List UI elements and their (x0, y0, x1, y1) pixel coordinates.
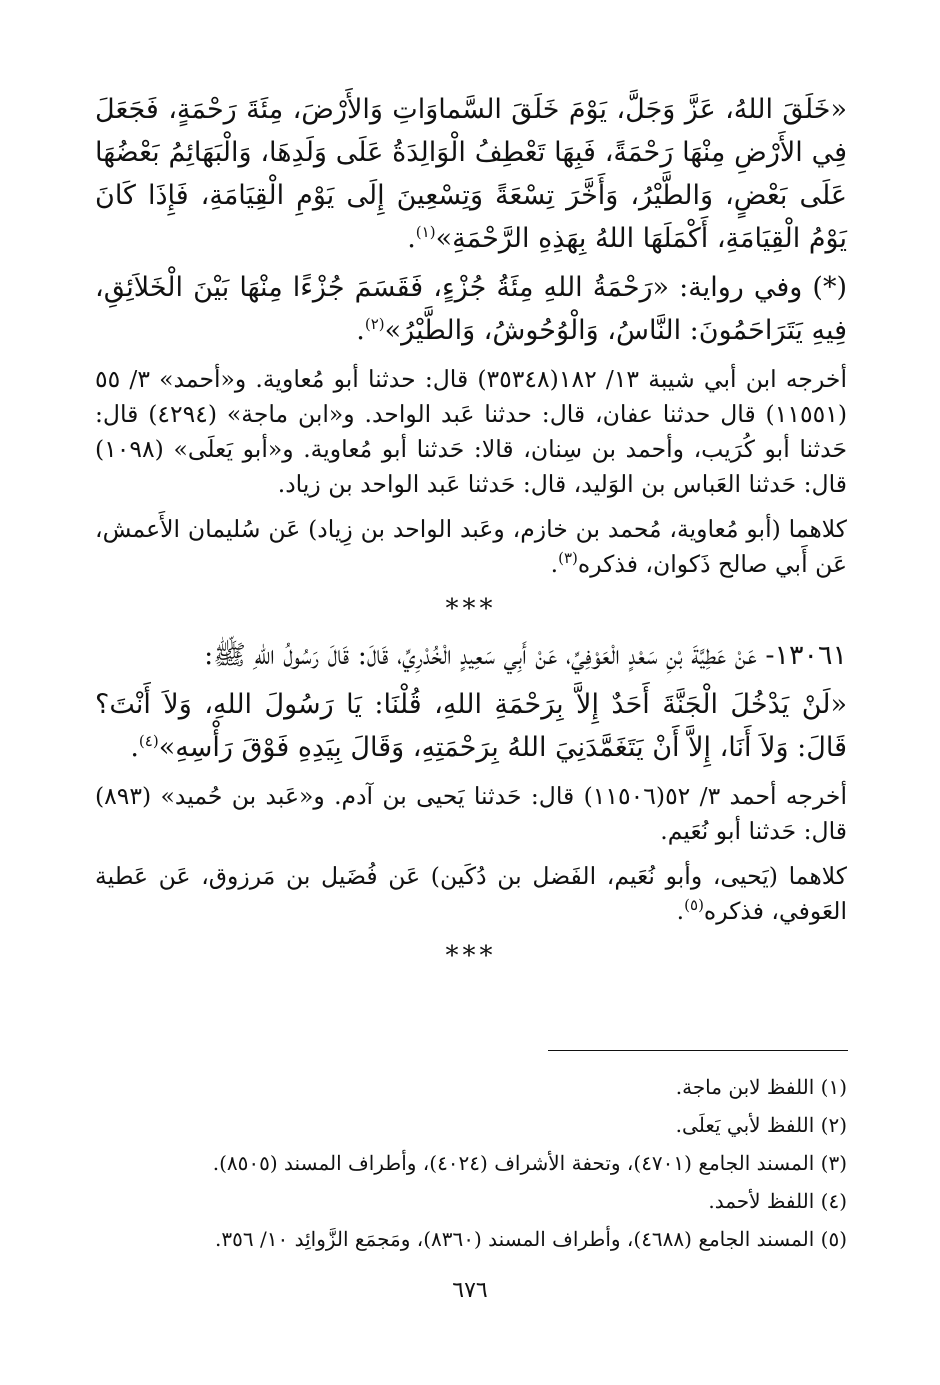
footnote-divider (548, 1050, 848, 1051)
footnote-ref: (٢) (364, 315, 385, 333)
hadith-text: «خَلَقَ اللهُ، عَزَّ وَجَلَّ، يَوْمَ خَلَقَ السَّماوَاتِ وَالأَرْضَ، مِئَةَ رَحْمَةٍ، فَجَعَلَ فِي الأَرْضِ مِنْهَا رَحْمَةً، فَبِهَا تَعْطِفُ الْوَالِدَةُ عَلَى وَلَدِهَا، وَالْبَهَائِمُ بَعْضُهَا عَلَى بَعْضٍ، وَالطَّيْرُ، وَأَخَّرَ تِسْعَةً وَتِسْعِينَ إِلَى يَوْمِ الْقِيَامَةِ، فَإِذَا كَانَ يَوْمُ الْقِيَامَةِ، أَكْمَلَهَا اللهُ بِهَذِهِ الرَّحْمَةِ»$^{(١)}$. (95, 94, 847, 254)
footnote-ref: (٤) (138, 732, 159, 750)
footnote-5: (٥) المسند الجامع (٤٦٨٨)، وأطراف المسند (٨٣٦٠)، ومَجمَع الزَّوائِد ١٠/ ٣٥٦. (215, 1227, 847, 1251)
page-number: ٦٧٦ (452, 1278, 488, 1303)
footnote-ref: (٣) (558, 549, 578, 568)
page-body (95, 88, 847, 981)
footnote-2: (٢) اللفظ لأبي يَعلَى. (675, 1113, 847, 1137)
section-separator: *** (445, 594, 497, 624)
takhrij-paragraph: أخرجه ابن أبي شيبة ١٣/ ١٨٢(٣٥٣٤٨) قال: حدثنا أبو مُعاوية. و«أحمد» ٣/ ٥٥ (١١٥٥١) قال حدثنا عفان، قال: حدثنا عَبد الواحد. و«ابن ماجة» (٤٢٩٤) قال: حَدثنا أبو كُرَيب، وأحمد بن سِنان، قالا: حَدثنا أبو مُعاوية. و«أبو يَعلَى» (١٠٩٨) قال: حَدثنا العَباس بن الوَليد، قال: حَدثنا عَبد الواحد بن زياد. (95, 365, 847, 498)
footnote-ref: (١) (415, 223, 436, 241)
hadith-matn: «خَلَقَ اللهُ، عَزَّ وَجَلَّ، يَوْمَ خَلَقَ السَّماوَاتِ وَالأَرْضَ، مِئَةَ رَحْمَةٍ، فَجَعَلَ فِي الأَرْضِ مِنْهَا رَحْمَةً، فَبِهَا تَعْطِفُ الْوَالِدَةُ عَلَى وَلَدِهَا، وَالْبَهَائِمُ بَعْضُهَا عَلَى بَعْضٍ، وَالطَّيْرُ، وَأَخَّرَ تِسْعَةً وَتِسْعِينَ إِلَى يَوْمِ الْقِيَامَةِ، فَإِذَا كَانَ يَوْمُ الْقِيَامَةِ، أَكْمَلَهَا اللهُ بِهَذِهِ الرَّحْمَةِ» (95, 94, 847, 254)
footnote-4: (٤) اللفظ لأحمد. (708, 1189, 847, 1213)
footnote-ref: (٥) (684, 896, 704, 915)
isnad-summary: كلاهما (أبو مُعاوية، مُحمد بن خازم، وعَبد الواحد بن زِياد) عَن سُليمان الأَعمش، عَن أَبي صالح ذَكوان، فذكره$^{(٣)}$. (95, 515, 847, 578)
footnote-3: (٣) المسند الجامع (٤٧٠١)، وتحفة الأشراف (٤٠٢٤)، وأطراف المسند (٨٥٠٥). (212, 1151, 847, 1175)
isnad-text: كلاهما (أبو مُعاوية، مُحمد بن خازم، وعَبد الواحد بن زِياد) عَن سُليمان الأَعمش، عَن أَبي صالح ذَكوان، فذكره (95, 515, 847, 578)
footnote-1: (١) اللفظ لابن ماجة. (675, 1075, 847, 1099)
takhrij-paragraph: أخرجه أحمد ٣/ ٥٢(١١٥٠٦) قال: حَدثنا يَحيى بن آدم. و«عَبد بن حُميد» (٨٩٣) قال: حَدثنا أبو نُعَيم. (95, 782, 847, 845)
isnad-summary: كلاهما (يَحيى، وأبو نُعَيم، الفَضل بن دُكَين) عَن فُضَيل بن مَرزوق، عَن عَطية العَوفي، فذكره$^{(٥)}$. (95, 862, 847, 925)
hadith-matn: «لَنْ يَدْخُلَ الْجَنَّةَ أَحَدٌ إِلاَّ بِرَحْمَةِ اللهِ، قُلْنَا: يَا رَسُولَ اللهِ، وَلاَ أَنْتَ؟ قَالَ: وَلاَ أَنَا، إِلاَّ أَنْ يَتَغَمَّدَنِيَ اللهُ بِرَحْمَتِهِ، وَقَالَ بِيَدِهِ فَوْقَ رَأْسِهِ» (95, 689, 847, 763)
isnad-text: كلاهما (يَحيى، وأبو نُعَيم، الفَضل بن دُكَين) عَن فُضَيل بن مَرزوق، عَن عَطية العَوفي، فذكره (95, 862, 847, 925)
footnotes (95, 1068, 847, 1258)
section-separator: *** (445, 941, 497, 971)
hadith-intro: ١٣٠٦١- عَنْ عَطِيَّةَ بْنِ سَعْدٍ الْعَوْفِيِّ، عَنْ أَبِي سَعِيدٍ الْخُدْرِيِّ، قَالَ: قَالَ رَسُولُ اللهِ ﷺ: (204, 640, 847, 671)
riwaya-matn: (*) وفي رواية: «رَحْمَةُ اللهِ مِئَةُ جُزْءٍ، فَقَسَمَ جُزْءًا مِنْهَا بَيْنَ الْخَلاَئِقِ، فِيهِ يَتَرَاحَمُونَ: النَّاسُ، وَالْوُحُوشُ، وَالطَّيْرُ» (95, 272, 847, 346)
riwaya-text: (*) وفي رواية: «رَحْمَةُ اللهِ مِئَةُ جُزْءٍ، فَقَسَمَ جُزْءًا مِنْهَا بَيْنَ الْخَلاَئِقِ، فِيهِ يَتَرَاحَمُونَ: النَّاسُ، وَالْوُحُوشُ، وَالطَّيْرُ»$^{(٢)}$. (95, 272, 847, 346)
hadith-text: «لَنْ يَدْخُلَ الْجَنَّةَ أَحَدٌ إِلاَّ بِرَحْمَةِ اللهِ، قُلْنَا: يَا رَسُولَ اللهِ، وَلاَ أَنْتَ؟ قَالَ: وَلاَ أَنَا، إِلاَّ أَنْ يَتَغَمَّدَنِيَ اللهُ بِرَحْمَتِهِ، وَقَالَ بِيَدِهِ فَوْقَ رَأْسِهِ»$^{(٤)}$. (95, 689, 847, 763)
